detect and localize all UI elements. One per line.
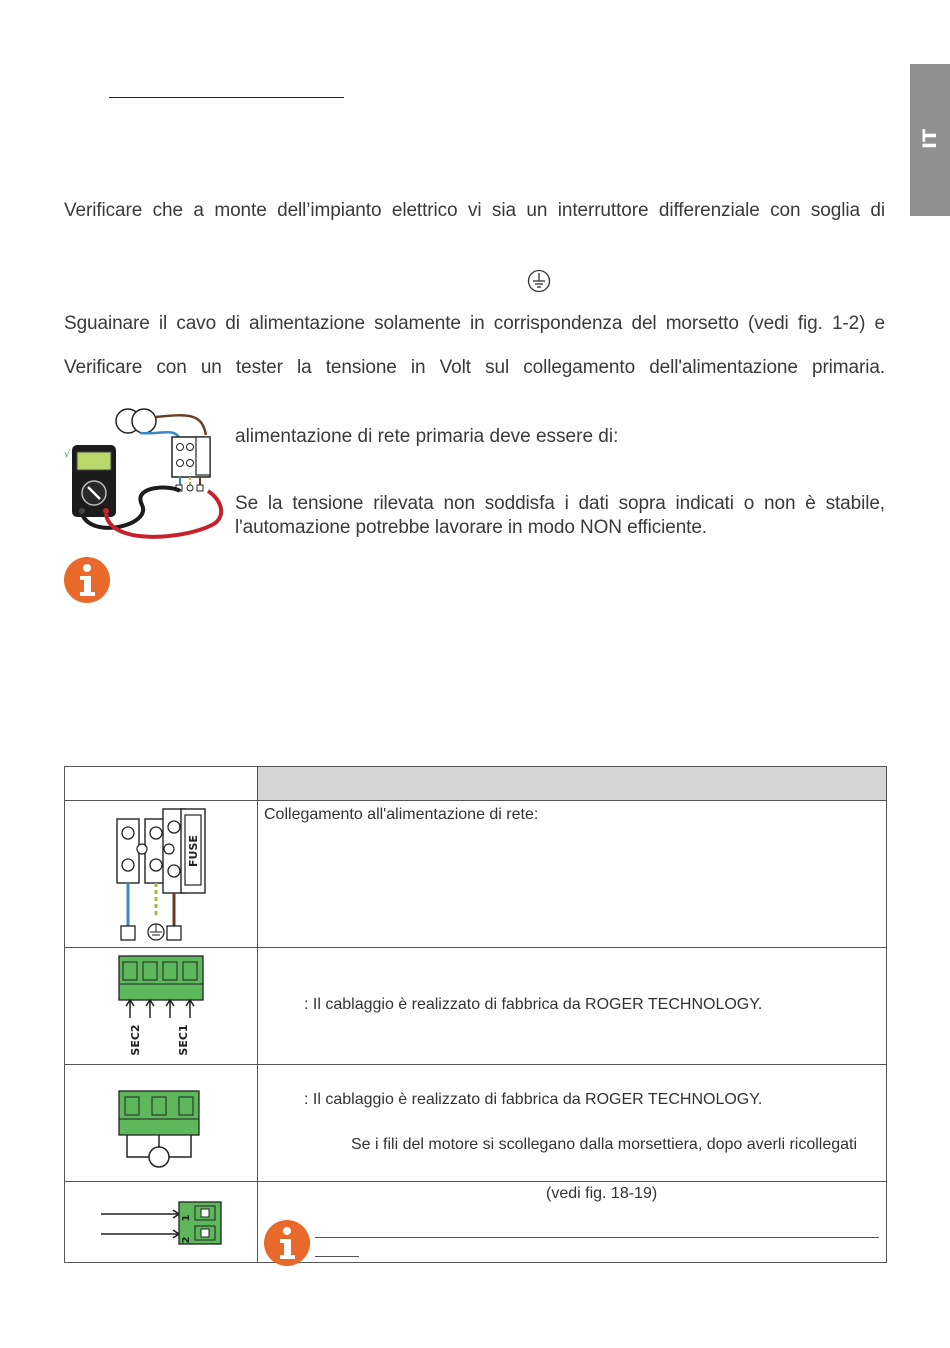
table-row xyxy=(65,1182,887,1263)
table-row xyxy=(65,1065,887,1182)
table-cell-text xyxy=(258,948,887,1065)
table-cell-figure xyxy=(65,948,258,1065)
table-cell-text xyxy=(258,1065,887,1182)
pin2-label: 2 xyxy=(181,1236,192,1244)
sec1-label: SEC1 xyxy=(177,1024,190,1056)
language-tab xyxy=(910,64,950,216)
ground-icon xyxy=(527,269,551,293)
fuse-label: FUSE xyxy=(187,835,200,867)
secondary-terminal-figure xyxy=(117,954,207,1062)
sec2-label: SEC2 xyxy=(129,1024,142,1056)
paragraph-strip-cable: Sguainare il cavo di alimentazione solamente in corrispondenza del morsetto (vedi fig. 1-2) e xyxy=(64,313,885,334)
svg-text:√: √ xyxy=(64,449,71,460)
table-cell-figure xyxy=(65,1065,258,1182)
table-row xyxy=(65,801,887,948)
paragraph-voltage-warning: Se la tensione rilevata non soddisfa i dati sopra indicati o non è stabile, l'automazione potrebbe lavorare in modo NON efficiente. xyxy=(235,493,885,538)
input-terminal-figure xyxy=(99,1198,224,1248)
mains-terminal-figure xyxy=(115,807,210,945)
motor-terminal-figure xyxy=(117,1089,207,1174)
table-header-cell-left xyxy=(65,767,258,801)
table-row xyxy=(65,948,887,1065)
row2-text: : Il cablaggio è realizzato di fabbrica da ROGER TECHNOLOGY. xyxy=(304,996,763,1013)
table-cell-figure xyxy=(65,1182,258,1263)
row3-text-b: Se i fili del motore si scollegano dalla morsettiera, dopo averli ricollegati xyxy=(351,1136,858,1153)
table-header-cell-right xyxy=(258,767,887,801)
language-tab-label: IT xyxy=(919,128,941,150)
section-title-rule xyxy=(109,97,344,98)
note-rule xyxy=(315,1237,879,1238)
table-header-row xyxy=(65,767,887,801)
connections-table xyxy=(64,766,887,1263)
paragraph-tester-check: Verificare con un tester la tensione in Volt sul collegamento dell'alimentazione primaria. xyxy=(64,357,885,378)
row1-text: Collegamento all'alimentazione di rete: xyxy=(264,806,539,823)
paragraph-differential-switch: Verificare che a monte dell’impianto elettrico vi sia un interruttore differenziale con soglia di xyxy=(64,200,885,221)
table-cell-text xyxy=(258,801,887,948)
note-rule-short xyxy=(315,1256,359,1257)
pin1-label: 1 xyxy=(181,1214,192,1222)
row4-text: (vedi fig. 18-19) xyxy=(546,1185,658,1202)
info-icon xyxy=(64,557,110,603)
table-cell-figure xyxy=(65,801,258,948)
row3-text-a: : Il cablaggio è realizzato di fabbrica da ROGER TECHNOLOGY. xyxy=(304,1091,763,1108)
paragraph-mains-supply: alimentazione di rete primaria deve essere di: xyxy=(235,426,619,447)
table-cell-text xyxy=(258,1182,887,1263)
multimeter-figure xyxy=(62,405,237,550)
info-icon xyxy=(264,1220,310,1266)
